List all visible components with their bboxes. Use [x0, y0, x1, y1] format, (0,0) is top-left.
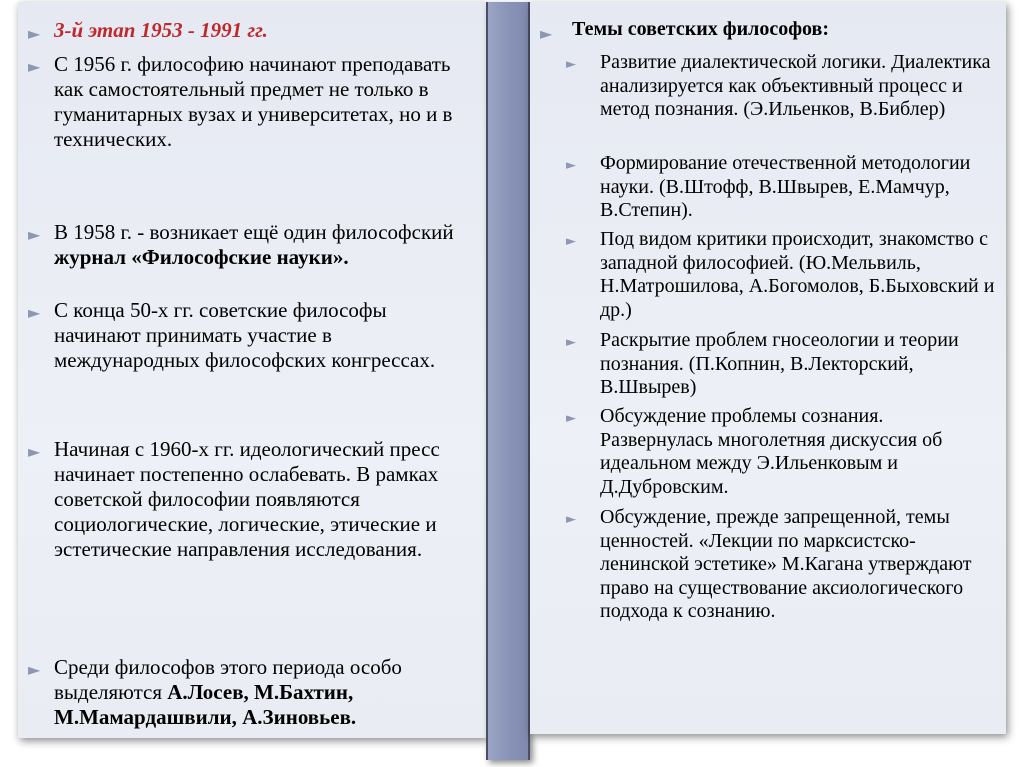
- bullet-icon: ►: [28, 442, 41, 461]
- bullet-icon: ►: [566, 335, 576, 350]
- left-paragraph-5-text: Среди философов этого периода особо выделяются: [54, 655, 402, 704]
- left-paragraph-1: С 1956 г. философию начинают преподавать как самостоятельный предмет не только в гуманитарных вузах и университетах, но и в технических.: [54, 52, 453, 151]
- bullet-icon: ►: [566, 411, 576, 426]
- topic-item: Обсуждение, прежде запрещенной, темы ценностей. «Лекции по марксистско-ленинской эстетике» М.Кагана утверждают право на существование аксиологического подхода к сознанию.: [600, 506, 972, 622]
- bullet-icon: ►: [28, 24, 41, 43]
- bullet-icon: ►: [566, 234, 576, 249]
- left-panel: [18, 2, 486, 738]
- topic-item: Формирование отечественной методологии науки. (В.Штофф, В.Швырев, Е.Мамчур, В.Степин).: [600, 152, 971, 221]
- right-panel: [530, 2, 1006, 734]
- topic-item: Под видом критики происходит, знакомство с западной философией. (Ю.Мельвиль, Н.Матрошилова, А.Богомолов, Б.Быховский и др.): [600, 228, 995, 321]
- bullet-icon: ►: [566, 57, 576, 72]
- center-divider: [486, 2, 530, 760]
- left-paragraph-2: [54, 220, 486, 270]
- right-heading: [572, 18, 992, 42]
- bullet-icon: ►: [28, 57, 41, 76]
- left-paragraph-3: С конца 50-х гг. советские философы начинают принимать участие в международных философских конгрессах.: [54, 298, 436, 372]
- bullet-icon: ►: [28, 660, 41, 679]
- bullet-icon: ►: [566, 158, 576, 173]
- topic-item: Обсуждение проблемы сознания. Развернулась многолетняя дискуссия об идеальном между Э.Ильенковым и Д.Дубровским.: [600, 405, 943, 498]
- left-paragraph-2-bold: журнал «Философские науки».: [54, 245, 349, 269]
- topic-item: Развитие диалектической логики. Диалектика анализируется как объективный процесс и метод познания. (Э.Ильенков, В.Библер): [600, 51, 991, 120]
- bullet-icon: ►: [28, 225, 41, 244]
- left-paragraph-5-bold: А.Лосев, М.Бахтин, М.Мамардашвили, А.Зиновьев.: [54, 680, 357, 729]
- left-paragraph-2-text: В 1958 г. - возникает ещё один философский: [54, 220, 454, 244]
- bullet-icon: ►: [540, 24, 553, 43]
- left-heading: 3-й этап 1953 - 1991 гг.: [54, 18, 268, 42]
- left-paragraph-5: [54, 655, 484, 730]
- right-heading-text: Темы советских философов:: [572, 18, 830, 40]
- bullet-icon: ►: [28, 303, 41, 322]
- bullet-icon: ►: [566, 512, 576, 527]
- topic-item: Раскрытие проблем гносеологии и теории познания. (П.Копнин, В.Лекторский, В.Швырев): [600, 329, 959, 398]
- left-paragraph-4: Начиная с 1960-х гг. идеологический пресс начинает постепенно ослабевать. В рамках советской философии появляются социологические, логические, этические и эстетические направления исследования.: [54, 437, 440, 561]
